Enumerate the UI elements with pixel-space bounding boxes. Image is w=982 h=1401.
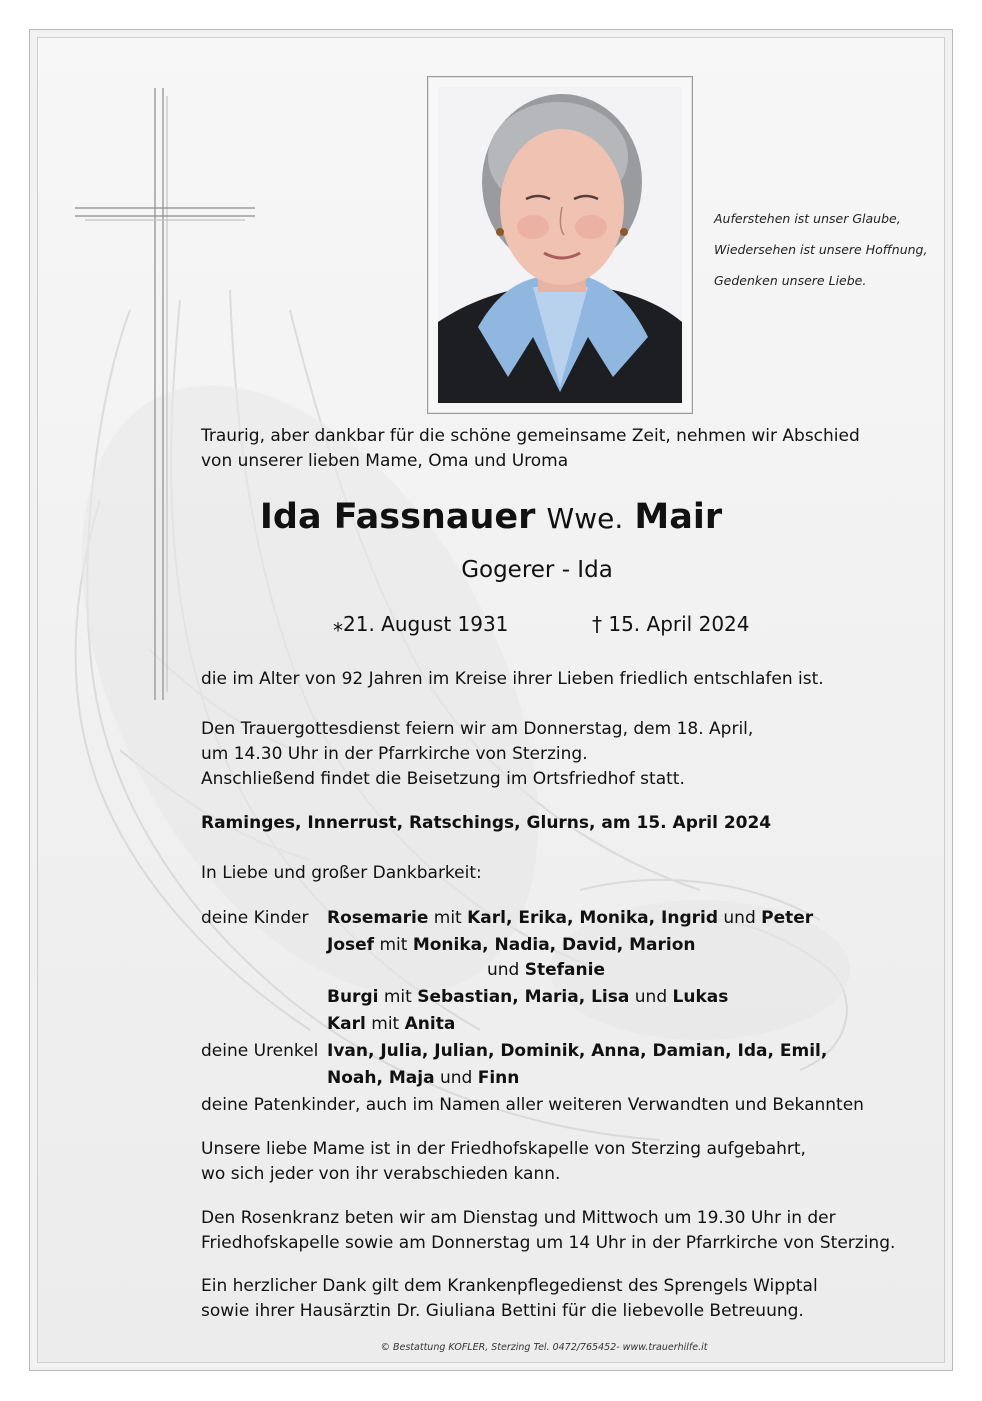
children-line bbox=[487, 958, 605, 983]
children-line bbox=[327, 1012, 455, 1037]
child-name: Rosemarie bbox=[327, 908, 429, 928]
lying-line: Unsere liebe Mame ist in der Friedhofskapelle von Sterzing aufgebahrt, bbox=[201, 1139, 806, 1159]
family-names: Finn bbox=[477, 1068, 520, 1088]
rosary-line: Den Rosenkranz beten wir am Dienstag und Mittwoch um 19.30 Uhr in der bbox=[201, 1208, 836, 1228]
connector: mit bbox=[371, 1014, 400, 1034]
widow-label: Wwe. bbox=[546, 502, 624, 535]
family-names: Lukas bbox=[672, 987, 729, 1007]
deceased-first-name: Ida Fassnauer bbox=[259, 497, 536, 537]
service-line: Anschließend findet die Beisetzung im Ortsfriedhof statt. bbox=[201, 769, 685, 789]
great-grandchildren-label: deine Urenkel bbox=[201, 1041, 319, 1061]
connector: und bbox=[487, 960, 520, 980]
family-names: Anita bbox=[404, 1014, 456, 1034]
lying-line: wo sich jeder von ihr verabschieden kann. bbox=[201, 1164, 561, 1184]
quote-line: Auferstehen ist unser Glaube, bbox=[714, 211, 901, 226]
deceased-last-name: Mair bbox=[634, 497, 723, 537]
quote-block bbox=[714, 203, 927, 296]
place-date: Raminges, Innerrust, Ratschings, Glurns, am 15. April 2024 bbox=[201, 813, 772, 833]
deceased-name bbox=[0, 497, 982, 537]
quote-line: Gedenken unsere Liebe. bbox=[714, 273, 867, 288]
family-names: Noah, Maja bbox=[327, 1068, 435, 1088]
thanks-line: sowie ihrer Hausärztin Dr. Giuliana Bettini für die liebevolle Betreuung. bbox=[201, 1301, 804, 1321]
connector: und bbox=[634, 987, 668, 1007]
intro-line: von unserer lieben Mame, Oma und Uroma bbox=[201, 451, 569, 471]
family-names: Stefanie bbox=[524, 960, 605, 980]
age-line: die im Alter von 92 Jahren im Kreise ihrer Lieben friedlich entschlafen ist. bbox=[201, 669, 824, 689]
connector: mit bbox=[433, 908, 462, 928]
deceased-nickname: Gogerer - Ida bbox=[461, 557, 613, 583]
children-line bbox=[327, 933, 695, 958]
children-line bbox=[327, 985, 728, 1010]
portrait-frame bbox=[427, 76, 693, 414]
love-line: In Liebe und großer Dankbarkeit: bbox=[201, 863, 482, 883]
connector: mit bbox=[379, 935, 408, 955]
quote-line: Wiedersehen ist unsere Hoffnung, bbox=[714, 242, 928, 257]
death-date: † 15. April 2024 bbox=[592, 612, 750, 636]
family-names: Peter bbox=[761, 908, 814, 928]
great-grandchildren-line bbox=[327, 1066, 519, 1091]
footer-credit: © Bestattung KOFLER, Sterzing Tel. 0472/765452- www.trauerhilfe.it bbox=[380, 1342, 708, 1353]
great-grandchildren-line: Ivan, Julia, Julian, Dominik, Anna, Damian, Ida, Emil, bbox=[327, 1041, 828, 1061]
birth-date: ⁎21. August 1931 bbox=[333, 612, 509, 636]
rosary-line: Friedhofskapelle sowie am Donnerstag um 14 Uhr in der Pfarrkirche von Sterzing. bbox=[201, 1233, 896, 1253]
family-names: Karl, Erika, Monika, Ingrid bbox=[467, 908, 718, 928]
connector: mit bbox=[383, 987, 412, 1007]
child-name: Burgi bbox=[327, 987, 379, 1007]
family-names: Sebastian, Maria, Lisa bbox=[417, 987, 630, 1007]
children-line bbox=[327, 906, 813, 931]
thanks-line: Ein herzlicher Dank gilt dem Krankenpflegedienst des Sprengels Wipptal bbox=[201, 1276, 818, 1296]
godchildren-line: deine Patenkinder, auch im Namen aller weiteren Verwandten und Bekannten bbox=[201, 1095, 864, 1115]
connector: und bbox=[723, 908, 756, 928]
cross-icon bbox=[75, 88, 255, 700]
portrait-photo bbox=[438, 87, 682, 403]
children-label: deine Kinder bbox=[201, 908, 309, 928]
family-names: Monika, Nadia, David, Marion bbox=[412, 935, 696, 955]
intro-line: Traurig, aber dankbar für die schöne gemeinsame Zeit, nehmen wir Abschied bbox=[201, 426, 860, 446]
child-name: Josef bbox=[327, 935, 375, 955]
service-line: um 14.30 Uhr in der Pfarrkirche von Sterzing. bbox=[201, 744, 588, 764]
connector: und bbox=[439, 1068, 473, 1088]
service-line: Den Trauergottesdienst feiern wir am Donnerstag, dem 18. April, bbox=[201, 719, 754, 739]
child-name: Karl bbox=[327, 1014, 366, 1034]
